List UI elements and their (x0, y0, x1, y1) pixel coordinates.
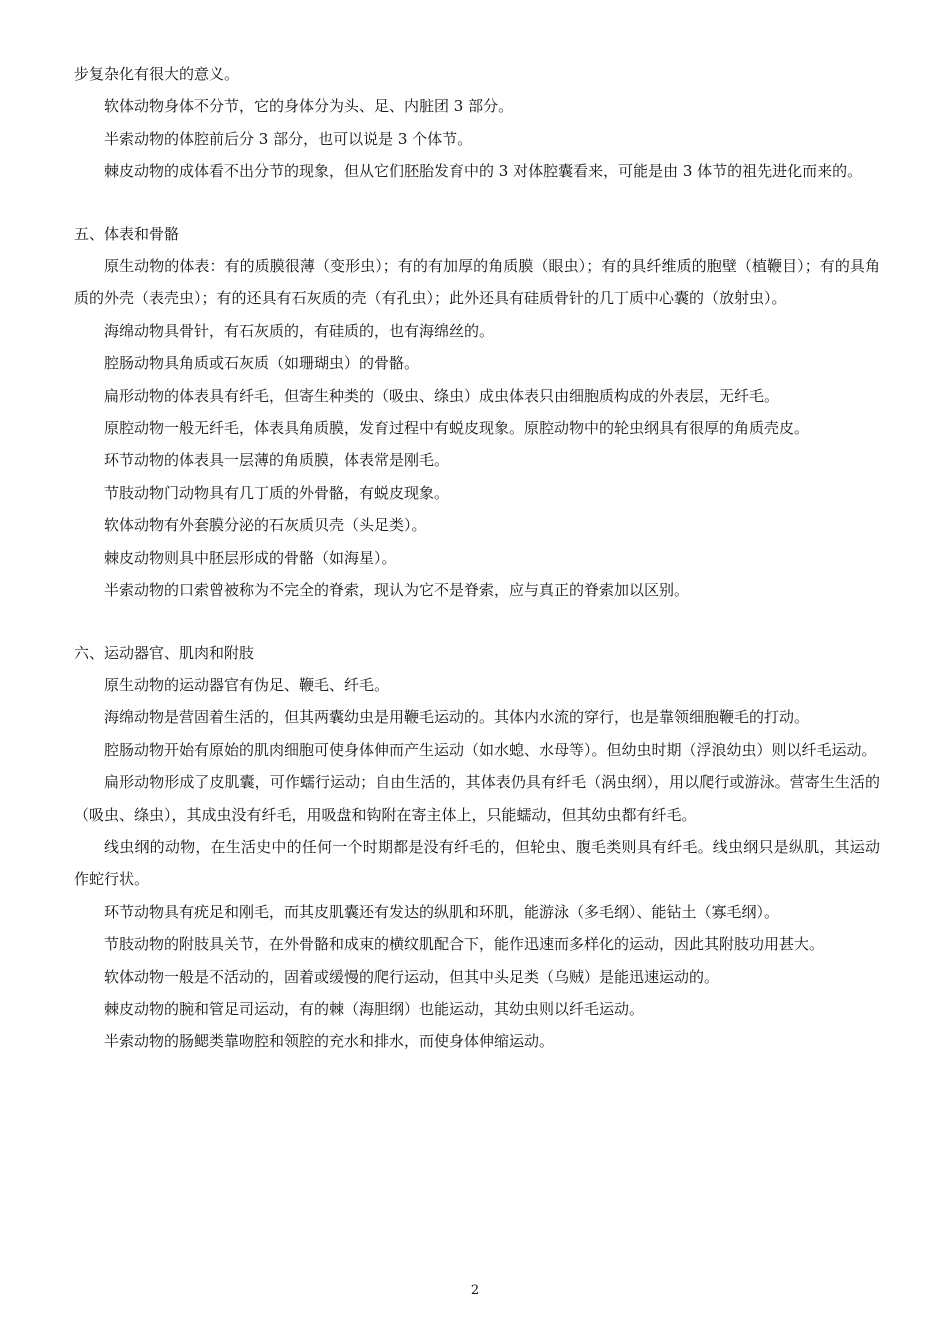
paragraph: 海绵动物具骨针，有石灰质的，有硅质的，也有海绵丝的。 (104, 321, 495, 340)
paragraph: 原生动物的体表：有的质膜很薄（变形虫）；有的有加厚的角质膜（眼虫）；有的具纤维质的胞壁（植鞭目）；有的具角质的外壳（表壳虫）；有的还具有石灰质的壳（有孔虫）；此外还具有硅质骨针的几丁质中心囊的（放射虫）。 (74, 257, 880, 308)
paragraph: 海绵动物是营固着生活的，但其两囊幼虫是用鞭毛运动的。其体内水流的穿行，也是靠领细胞鞭毛的打动。 (104, 708, 810, 727)
paragraph: 节肢动物门动物具有几丁质的外骨骼，有蜕皮现象。 (104, 483, 450, 502)
paragraph: 软体动物身体不分节，它的身体分为头、足、内脏团 3 部分。 (104, 97, 514, 116)
paragraph: 软体动物一般是不活动的，固着或缓慢的爬行运动，但其中头足类（乌贼）是能迅速运动的。 (104, 967, 720, 986)
paragraph: 原腔动物一般无纤毛，体表具角质膜，发育过程中有蜕皮现象。原腔动物中的轮虫纲具有很厚的角质壳皮。 (104, 419, 810, 438)
paragraph: 节肢动物的附肢具关节，在外骨骼和成束的横纹肌配合下，能作迅速而多样化的运动，因此其附肢功用甚大。 (104, 935, 825, 954)
section-heading-6: 六、运动器官、肌肉和附肢 (74, 643, 255, 662)
paragraph: 软体动物有外套膜分泌的石灰质贝壳（头足类）。 (104, 516, 427, 535)
section-spacer (74, 188, 880, 218)
section-spacer (74, 607, 880, 637)
document-page (74, 58, 880, 1058)
paragraph: 腔肠动物具角质或石灰质（如珊瑚虫）的骨骼。 (104, 354, 420, 373)
paragraph: 扁形动物形成了皮肌囊，可作蠕行运动；自由生活的，其体表仍具有纤毛（涡虫纲），用以爬行或游泳。营寄生生活的（吸虫、绦虫），其成虫没有纤毛，用吸盘和钩附在寄主体上，只能蠕动，但其幼虫都有纤毛。 (74, 773, 880, 824)
paragraph: 腔肠动物开始有原始的肌肉细胞可使身体伸而产生运动（如水螅、水母等）。但幼虫时期（浮浪幼虫）则以纤毛运动。 (104, 740, 877, 759)
paragraph: 棘皮动物则具中胚层形成的骨骼（如海星）。 (104, 548, 397, 567)
continuation-text: 步复杂化有很大的意义。 (74, 65, 240, 83)
paragraph: 半索动物的体腔前后分 3 部分，也可以说是 3 个体节。 (104, 129, 473, 148)
paragraph: 扁形动物的体表具有纤毛，但寄生种类的（吸虫、绦虫）成虫体表只由细胞质构成的外表层，无纤毛。 (104, 386, 780, 405)
paragraph: 线虫纲的动物，在生活史中的任何一个时期都是没有纤毛的，但轮虫、腹毛类则具有纤毛。线虫纲只是纵肌，其运动作蛇行状。 (74, 837, 880, 889)
paragraph: 棘皮动物的成体看不出分节的现象，但从它们胚胎发育中的 3 对体腔囊看来，可能是由 3 体节的祖先进化而来的。 (104, 162, 863, 181)
paragraph: 棘皮动物的腕和管足司运动，有的棘（海胆纲）也能运动，其幼虫则以纤毛运动。 (104, 999, 645, 1018)
paragraph: 半索动物的口索曾被称为不完全的脊索，现认为它不是脊索，应与真正的脊索加以区别。 (104, 581, 690, 600)
page-number: 2 (470, 1283, 480, 1298)
section-heading-5: 五、体表和骨骼 (74, 224, 180, 243)
paragraph: 半索动物的肠鳃类靠吻腔和领腔的充水和排水，而使身体伸缩运动。 (104, 1032, 555, 1051)
paragraph: 环节动物的体表具一层薄的角质膜，体表常是刚毛。 (104, 451, 450, 470)
paragraph: 环节动物具有疣足和刚毛，而其皮肌囊还有发达的纵肌和环肌，能游泳（多毛纲）、能钻土（寡毛纲）。 (104, 902, 780, 921)
paragraph: 原生动物的运动器官有伪足、鞭毛、纤毛。 (104, 675, 390, 694)
